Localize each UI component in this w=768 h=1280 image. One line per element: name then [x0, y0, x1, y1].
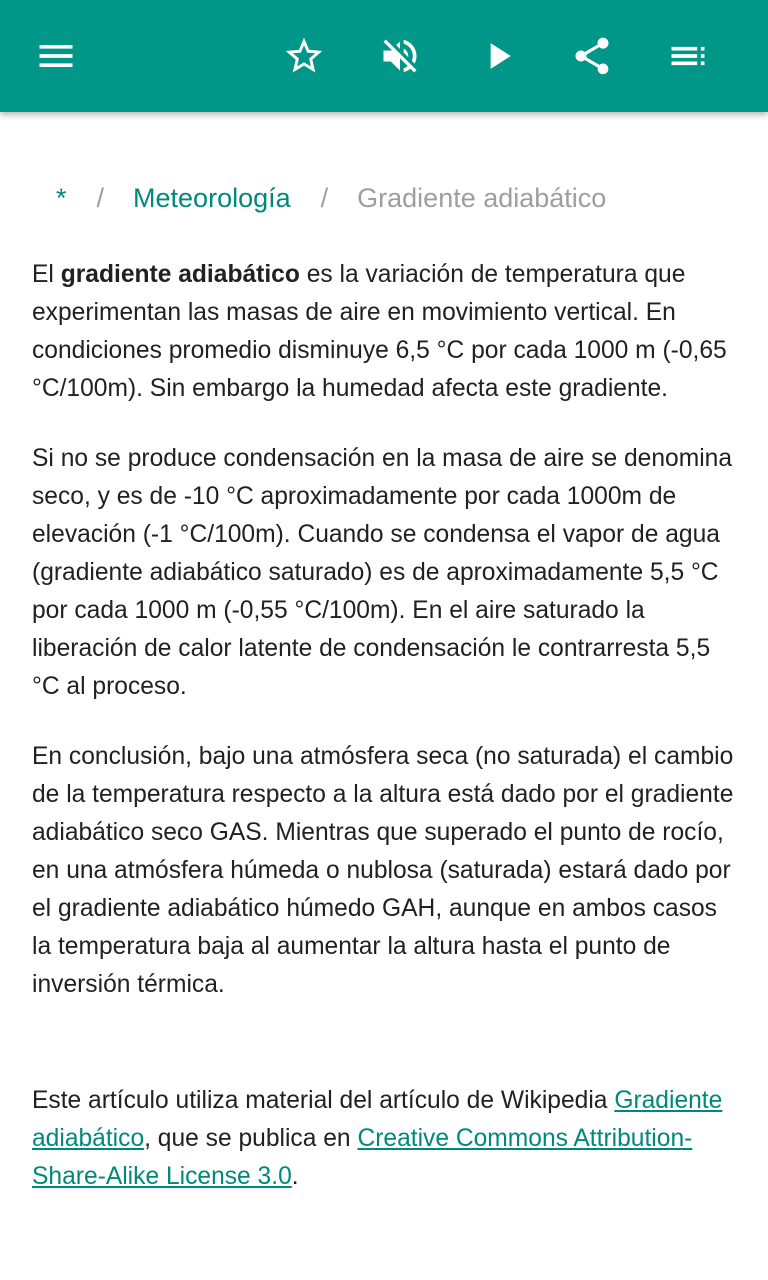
toc-icon — [666, 34, 710, 78]
intro-prefix-text: El — [32, 261, 61, 288]
attribution-middle: , que se publica en — [144, 1125, 358, 1152]
article-term-bold: gradiente adiabático — [60, 261, 300, 288]
table-of-contents-button[interactable] — [652, 20, 724, 92]
attribution-prefix: Este artículo utiliza material del artículo de Wikipedia — [32, 1087, 615, 1114]
breadcrumb-current-page: Gradiente adiabático — [357, 182, 607, 213]
intro-rest-text: es la variación de temperatura que experimentan las masas de aire en movimiento vertical. En condiciones promedio disminuye 6,5 °C por cada 1000 m (-0,65 °C/100m). Sin embargo la humedad afecta este gradiente. — [32, 261, 727, 402]
app-bar — [0, 0, 768, 112]
menu-button[interactable] — [20, 20, 92, 92]
article-paragraph-conclusion: En conclusión, bajo una atmósfera seca (no saturada) el cambio de la temperatura respecto a la altura está dado por el gradiente adiabático seco GAS. Mientras que superado el punto de rocío, en una atmósfera húmeda o nublosa (saturada) estará dado por el gradiente adiabático húmedo GAH, aunque en ambos casos la temperatura baja al aumentar la altura hasta el punto de inversión térmica. — [32, 743, 734, 998]
article-paragraph-dry: Si no se produce condensación en la masa de aire se denomina seco, y es de -10 °C aproximadamente por cada 1000m de elevación (-1 °C/100m). Cuando se condensa el vapor de agua (gradiente adiabático saturado) es de aproximadamente 5,5 °C por cada 1000 m (-0,55 °C/100m). En el aire saturado la liberación de calor latente de condensación le contrarresta 5,5 °C al proceso. — [32, 445, 733, 700]
play-button[interactable] — [462, 20, 534, 92]
wikipedia-article-link[interactable]: Gradiente adiabático — [32, 1087, 723, 1152]
star-icon — [282, 34, 326, 78]
play-icon — [476, 34, 520, 78]
volume-off-icon — [378, 34, 422, 78]
article-paragraph-intro — [32, 256, 736, 408]
breadcrumb-separator: / — [320, 182, 329, 213]
menu-icon — [34, 34, 78, 78]
breadcrumb-separator: / — [96, 182, 105, 213]
mute-button[interactable] — [364, 20, 436, 92]
bookmark-button[interactable] — [268, 20, 340, 92]
article-body — [32, 256, 736, 1228]
attribution-notice — [32, 1082, 736, 1196]
share-icon — [570, 34, 614, 78]
share-button[interactable] — [556, 20, 628, 92]
breadcrumb — [56, 176, 606, 220]
breadcrumb-home-link[interactable]: * — [56, 182, 67, 213]
attribution-suffix: . — [291, 1163, 299, 1190]
breadcrumb-category-link[interactable]: Meteorología — [133, 182, 291, 213]
license-link[interactable]: Creative Commons Attribution-Share-Alike License 3.0 — [32, 1125, 693, 1190]
